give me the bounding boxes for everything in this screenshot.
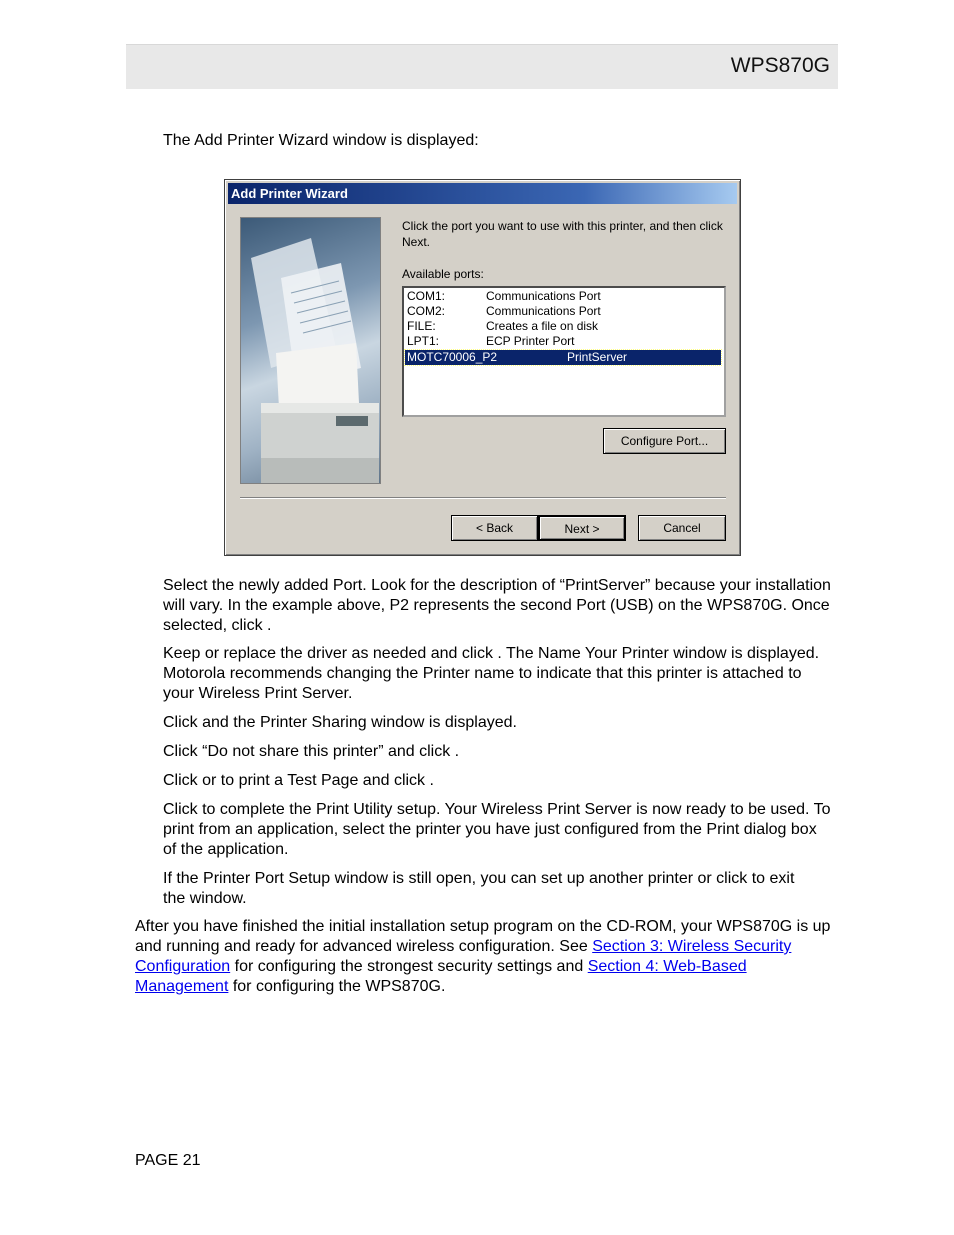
step-complete-setup: Click to complete the Print Utility setup. Your Wireless Print Server is now ready to be used. To print from an application, select the printer you have just configured from the Print dialog box of the application. xyxy=(163,801,831,858)
step-printer-sharing: Click and the Printer Sharing window is displayed. xyxy=(163,714,517,731)
step-do-not-share: Click “Do not share this printer” and click . xyxy=(163,743,460,760)
configure-port-button[interactable]: Configure Port... xyxy=(603,428,726,454)
closing-text-1: After you have finished the initial installation setup program on the CD-ROM, your WPS870G is up and running and ready for advanced wireless configuration. See xyxy=(135,918,831,955)
dialog-title-bar[interactable]: Add Printer Wizard xyxy=(228,183,737,204)
port-extra: PrintServer xyxy=(567,350,628,364)
step-keep-driver: Keep or replace the driver as needed and click . The Name Your Printer window is displayed. Motorola recommends changing the Printer name to indicate that this printer is attached to your Wireless Print Server. xyxy=(163,645,820,702)
dialog-instruction: Click the port you want to use with this printer, and then click Next. xyxy=(402,219,723,249)
header-title: WPS870G xyxy=(730,54,830,77)
port-description: Creates a file on disk xyxy=(486,319,599,333)
port-name: COM1: xyxy=(407,289,446,303)
available-ports-label: Available ports: xyxy=(402,267,484,281)
available-ports-list[interactable] xyxy=(402,286,726,417)
back-button[interactable]: < Back xyxy=(451,515,538,541)
port-description: Communications Port xyxy=(486,304,601,318)
link-section-4[interactable]: Section 4: Web-Based Management xyxy=(135,958,747,995)
port-row-motc70006-p2[interactable] xyxy=(405,350,721,365)
next-button[interactable]: Next > xyxy=(538,515,626,541)
page-header-bar xyxy=(126,44,838,89)
step-test-page: Click or to print a Test Page and click . xyxy=(163,772,434,789)
link-section-3[interactable]: Section 3: Wireless Security Configuration xyxy=(135,938,792,975)
closing-paragraph xyxy=(135,917,835,997)
port-description: Communications Port xyxy=(486,289,601,303)
step-exit-window: If the Printer Port Setup window is still open, you can set up another printer or click to exit the window. xyxy=(163,870,795,907)
step-select-port: Select the newly added Port. Look for the description of “PrintServer” because your installation will vary. In the example above, P2 represents the second Port (USB) on the WPS870G. Once selected, click . xyxy=(163,577,831,634)
port-row-com1[interactable] xyxy=(405,289,721,304)
intro-text: The Add Printer Wizard window is displayed: xyxy=(163,132,479,149)
dialog-separator xyxy=(240,497,726,499)
port-name: LPT1: xyxy=(407,334,440,348)
page-number: PAGE 21 xyxy=(135,1152,201,1169)
port-name: FILE: xyxy=(407,319,436,333)
port-name: MOTC70006_P2 xyxy=(407,350,498,364)
port-row-lpt1[interactable] xyxy=(405,334,721,349)
closing-text-2: for configuring the strongest security settings and xyxy=(230,958,588,975)
add-printer-wizard-dialog xyxy=(224,179,741,556)
wizard-printer-image xyxy=(240,217,381,484)
port-name: COM2: xyxy=(407,304,446,318)
cancel-button[interactable]: Cancel xyxy=(638,515,726,541)
port-description: ECP Printer Port xyxy=(486,334,575,348)
port-row-com2[interactable] xyxy=(405,304,721,319)
port-row-file[interactable] xyxy=(405,319,721,334)
closing-text-3: for configuring the WPS870G. xyxy=(228,978,446,995)
